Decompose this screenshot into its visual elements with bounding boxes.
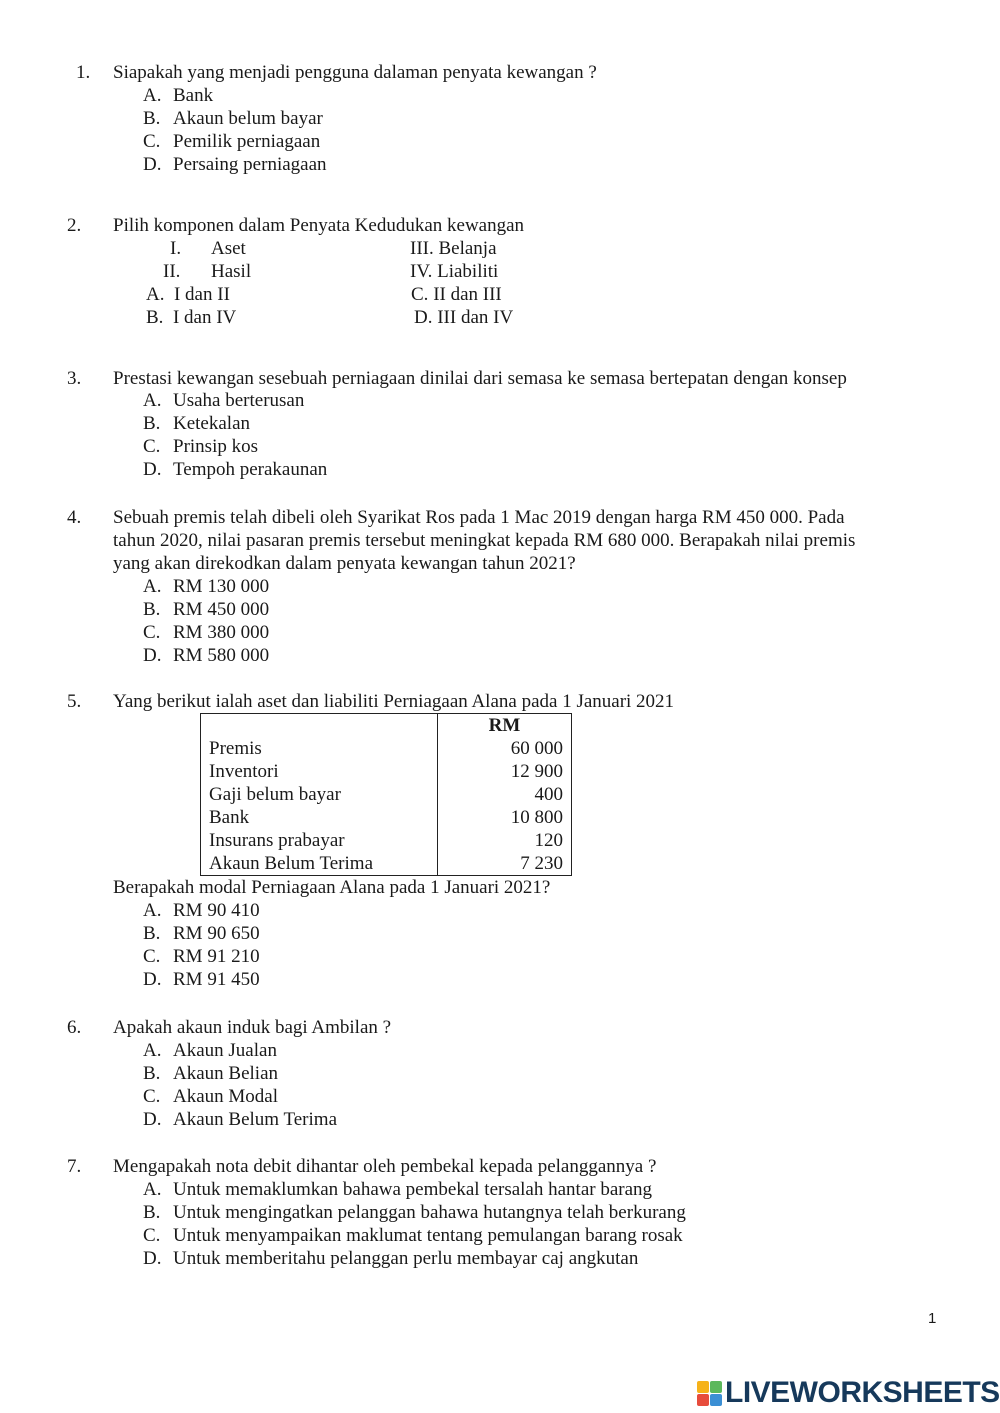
question-number: 3.	[67, 368, 82, 389]
table-row: Akaun Belum Terima 7 230	[201, 852, 572, 876]
logo-tile	[710, 1394, 722, 1406]
table-row: Inventori 12 900	[201, 760, 572, 783]
question-text-line-1: Sebuah premis telah dibeli oleh Syarikat Ros pada 1 Mac 2019 dengan harga RM 450 000. Pada	[113, 507, 845, 528]
question-number: 5.	[67, 691, 82, 712]
logo-icon	[697, 1381, 722, 1406]
option-b[interactable]: B. I dan IV	[146, 307, 237, 328]
table-header-label	[201, 714, 438, 738]
option-d[interactable]: D. RM 580 000	[143, 645, 270, 666]
question-text: Apakah akaun induk bagi Ambilan ?	[113, 1017, 392, 1038]
question-text: Pilih komponen dalam Penyata Kedudukan kewangan	[113, 215, 525, 236]
item-roman: I.	[170, 238, 182, 259]
question-text: Mengapakah nota debit dihantar oleh pembekal kepada pelanggannya ?	[113, 1156, 657, 1177]
logo-text: LIVEWORKSHEETS	[725, 1376, 1000, 1409]
option-a[interactable]: A. Usaha berterusan	[143, 390, 305, 411]
table-header-rm: RM	[488, 715, 521, 736]
item-roman: II.	[163, 261, 181, 282]
question-text: Prestasi kewangan sesebuah perniagaan dinilai dari semasa ke semasa bertepatan dengan konsep	[113, 368, 847, 389]
page-number: 1	[928, 1310, 937, 1327]
option-b[interactable]: B. Ketekalan	[143, 413, 251, 434]
option-b[interactable]: B. RM 90 650	[143, 923, 260, 944]
option-a[interactable]: A. Akaun Jualan	[143, 1040, 277, 1061]
item-roman-iv: IV. Liabiliti	[410, 261, 499, 282]
question-text-line-2: tahun 2020, nilai pasaran premis tersebut meningkat kepada RM 680 000. Berapakah nilai premis	[113, 530, 856, 551]
question-text-line-3: yang akan direkodkan dalam penyata kewangan tahun 2021?	[113, 553, 576, 574]
logo-tile	[710, 1381, 722, 1393]
option-c[interactable]: C. Pemilik perniagaan	[143, 131, 321, 152]
option-a[interactable]: A. Bank	[143, 85, 214, 106]
logo-tile	[697, 1394, 709, 1406]
logo-tile	[697, 1381, 709, 1393]
option-d[interactable]: D. III dan IV	[414, 307, 514, 328]
table-row: Gaji belum bayar 400	[201, 783, 572, 806]
question-number: 1.	[76, 62, 91, 83]
option-d[interactable]: D. Tempoh perakaunan	[143, 459, 328, 480]
option-b[interactable]: B. RM 450 000	[143, 599, 270, 620]
option-a[interactable]: A. Untuk memaklumkan bahawa pembekal tersalah hantar barang	[143, 1179, 653, 1200]
option-d[interactable]: D. Akaun Belum Terima	[143, 1109, 338, 1130]
option-d[interactable]: D. Persaing perniagaan	[143, 154, 327, 175]
item-text: Aset	[211, 238, 246, 259]
option-b[interactable]: B. Akaun Belian	[143, 1063, 279, 1084]
option-c[interactable]: C. RM 91 210	[143, 946, 260, 967]
question-number: 7.	[67, 1156, 82, 1177]
option-c[interactable]: C. Prinsip kos	[143, 436, 258, 457]
question-number: 6.	[67, 1017, 82, 1038]
table-row: Bank 10 800	[201, 806, 572, 829]
question-text: Yang berikut ialah aset dan liabiliti Perniagaan Alana pada 1 Januari 2021	[113, 691, 675, 712]
option-a[interactable]: A. RM 90 410	[143, 900, 260, 921]
liveworksheets-logo[interactable]	[697, 1377, 1000, 1409]
table-row: Insurans prabayar 120	[201, 829, 572, 852]
question-number: 2.	[67, 215, 82, 236]
question-number: 4.	[67, 507, 82, 528]
table-header-row	[201, 714, 572, 738]
table-row: Premis 60 000	[201, 737, 572, 760]
option-c[interactable]: C. Untuk menyampaikan maklumat tentang pemulangan barang rosak	[143, 1225, 683, 1246]
option-d[interactable]: D. RM 91 450	[143, 969, 260, 990]
question-text: Siapakah yang menjadi pengguna dalaman penyata kewangan ?	[113, 62, 597, 83]
option-d[interactable]: D. Untuk memberitahu pelanggan perlu membayar caj angkutan	[143, 1248, 639, 1269]
item-text: Hasil	[211, 261, 252, 282]
option-a[interactable]: A. RM 130 000	[143, 576, 270, 597]
option-b[interactable]: B. Akaun belum bayar	[143, 108, 323, 129]
option-b[interactable]: B. Untuk mengingatkan pelanggan bahawa hutangnya telah berkurang	[143, 1202, 686, 1223]
question-followup: Berapakah modal Perniagaan Alana pada 1 Januari 2021?	[113, 877, 551, 898]
option-a[interactable]: A. I dan II	[146, 284, 230, 305]
option-c[interactable]: C. II dan III	[411, 284, 502, 305]
asset-liability-table	[200, 713, 572, 876]
item-roman-iii: III. Belanja	[410, 238, 497, 259]
option-c[interactable]: C. Akaun Modal	[143, 1086, 279, 1107]
option-c[interactable]: C. RM 380 000	[143, 622, 270, 643]
